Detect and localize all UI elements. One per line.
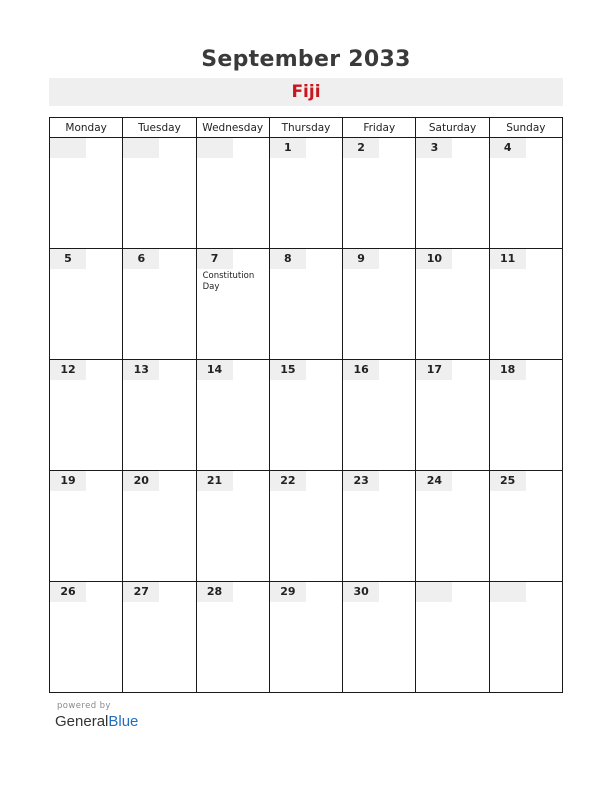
day-cell[interactable] (123, 582, 196, 693)
day-number: 18 (490, 360, 526, 380)
weekday-saturday: Saturday (416, 118, 489, 138)
day-cell[interactable] (416, 471, 489, 582)
day-cell[interactable] (269, 582, 342, 693)
day-number: 14 (197, 360, 233, 380)
day-number: 15 (270, 360, 306, 380)
day-cell[interactable] (269, 471, 342, 582)
day-cell[interactable] (50, 249, 123, 360)
week-row (50, 582, 563, 693)
week-row (50, 471, 563, 582)
day-cell[interactable] (416, 582, 489, 693)
holiday-label: Constitution Day (202, 271, 255, 292)
day-number: 10 (416, 249, 452, 269)
day-cell[interactable] (50, 471, 123, 582)
day-number: 1 (270, 138, 306, 158)
day-number: 19 (50, 471, 86, 491)
day-number (50, 138, 86, 158)
weekday-sunday: Sunday (489, 118, 562, 138)
powered-by-label: powered by (57, 701, 111, 711)
day-cell[interactable] (123, 471, 196, 582)
day-number: 5 (50, 249, 86, 269)
day-number: 3 (416, 138, 452, 158)
country-label: Fiji (49, 78, 563, 106)
day-cell[interactable] (416, 360, 489, 471)
day-cell[interactable] (123, 138, 196, 249)
weekday-tuesday: Tuesday (123, 118, 196, 138)
week-row (50, 360, 563, 471)
brand-blue-text: Blue (108, 713, 139, 730)
day-cell[interactable] (343, 471, 416, 582)
day-cell[interactable] (196, 138, 269, 249)
day-number: 17 (416, 360, 452, 380)
day-number: 16 (343, 360, 379, 380)
day-number (197, 138, 233, 158)
week-row (50, 249, 563, 360)
day-cell[interactable] (196, 471, 269, 582)
day-cell[interactable] (50, 138, 123, 249)
day-cell[interactable] (269, 360, 342, 471)
day-number: 9 (343, 249, 379, 269)
day-number: 20 (123, 471, 159, 491)
day-number (490, 582, 526, 602)
calendar-grid (49, 117, 563, 693)
weekday-monday: Monday (50, 118, 123, 138)
weekday-thursday: Thursday (269, 118, 342, 138)
day-cell[interactable] (269, 138, 342, 249)
day-number: 12 (50, 360, 86, 380)
day-cell[interactable] (123, 249, 196, 360)
day-number: 6 (123, 249, 159, 269)
day-cell[interactable] (196, 360, 269, 471)
day-number: 30 (343, 582, 379, 602)
day-cell[interactable] (50, 582, 123, 693)
weekday-wednesday: Wednesday (196, 118, 269, 138)
day-number (416, 582, 452, 602)
brand-general-text: General (55, 713, 109, 730)
day-number: 27 (123, 582, 159, 602)
day-number: 2 (343, 138, 379, 158)
weekday-friday: Friday (343, 118, 416, 138)
day-cell[interactable] (343, 360, 416, 471)
day-cell[interactable] (416, 138, 489, 249)
day-cell[interactable] (343, 138, 416, 249)
day-cell[interactable] (50, 360, 123, 471)
brand-logo[interactable] (55, 713, 138, 730)
day-number: 4 (490, 138, 526, 158)
day-number: 25 (490, 471, 526, 491)
page-title: September 2033 (201, 47, 411, 72)
week-row (50, 138, 563, 249)
day-cell[interactable] (343, 249, 416, 360)
day-cell[interactable] (196, 249, 269, 360)
day-cell[interactable] (489, 138, 562, 249)
weekday-header-row (50, 118, 563, 138)
day-number: 21 (197, 471, 233, 491)
day-cell[interactable] (489, 582, 562, 693)
day-cell[interactable] (489, 471, 562, 582)
day-number: 29 (270, 582, 306, 602)
day-number: 22 (270, 471, 306, 491)
day-number: 8 (270, 249, 306, 269)
day-cell[interactable] (489, 360, 562, 471)
day-number (123, 138, 159, 158)
day-cell[interactable] (343, 582, 416, 693)
day-cell[interactable] (489, 249, 562, 360)
day-number: 23 (343, 471, 379, 491)
day-number: 28 (197, 582, 233, 602)
day-number: 13 (123, 360, 159, 380)
day-number: 26 (50, 582, 86, 602)
day-cell[interactable] (196, 582, 269, 693)
day-cell[interactable] (269, 249, 342, 360)
day-cell[interactable] (416, 249, 489, 360)
day-number: 24 (416, 471, 452, 491)
day-number: 7 (197, 249, 233, 269)
day-number: 11 (490, 249, 526, 269)
day-cell[interactable] (123, 360, 196, 471)
